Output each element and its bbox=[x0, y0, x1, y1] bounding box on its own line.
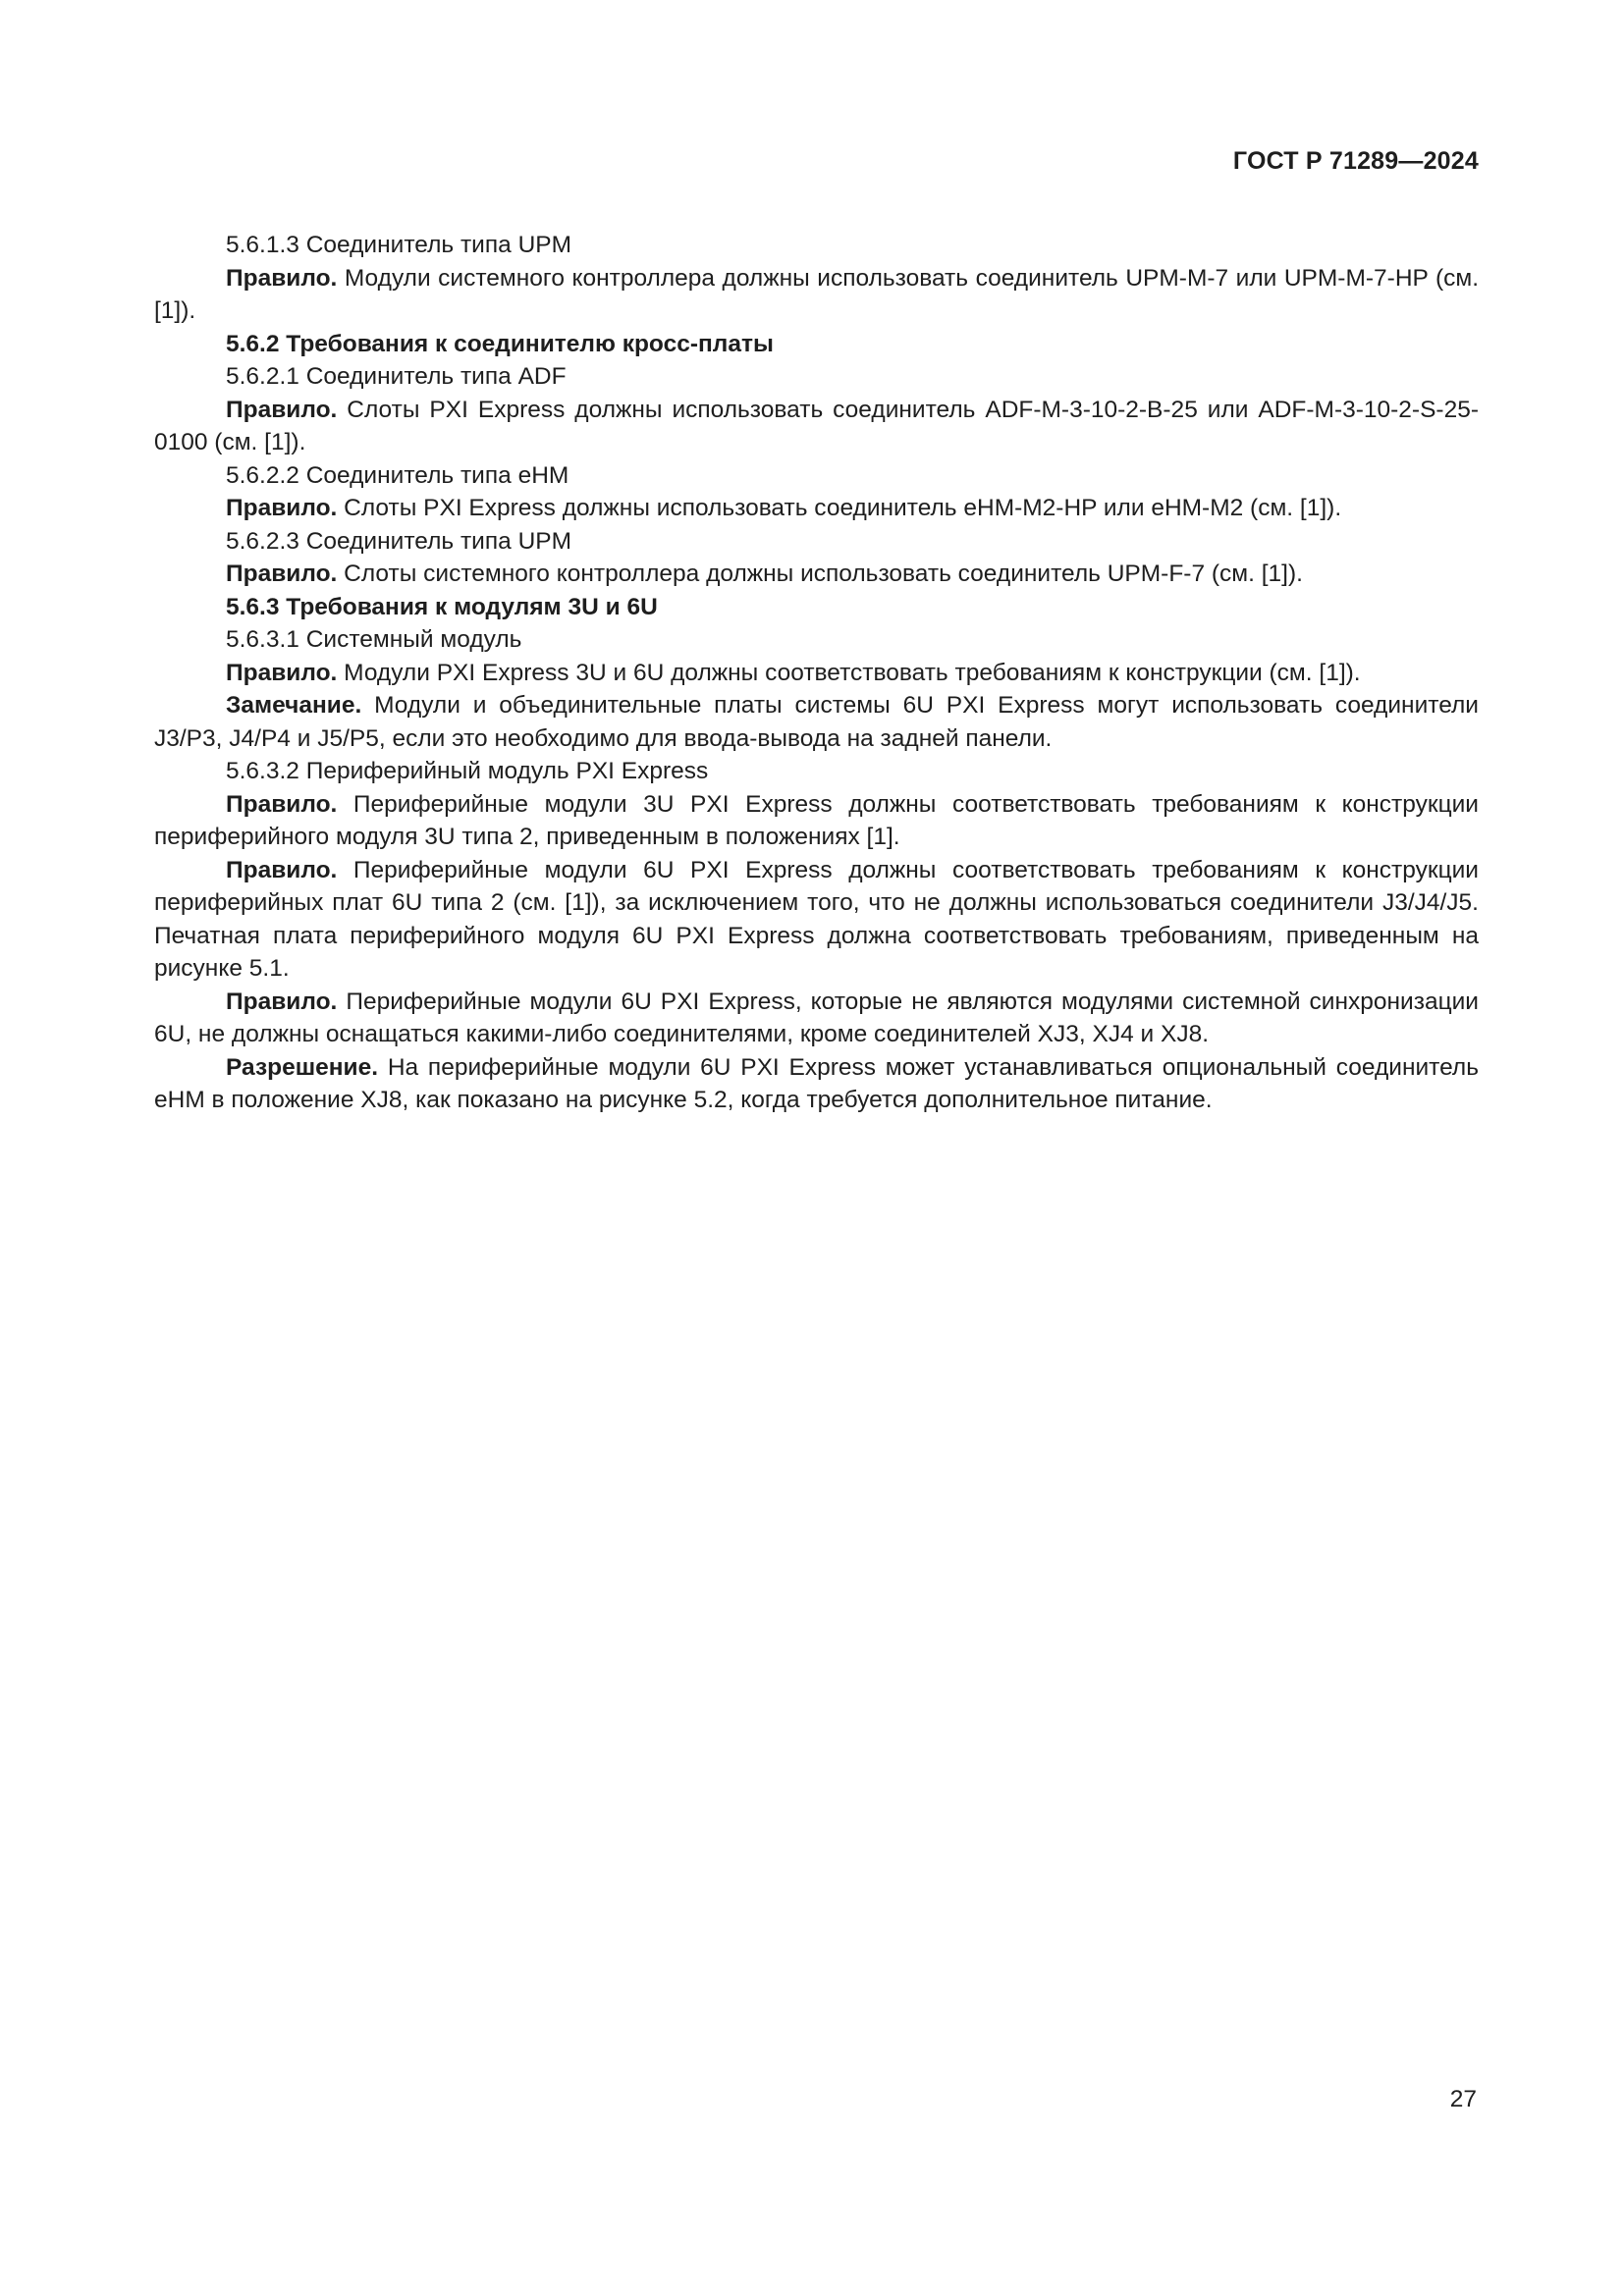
clause-5-6-2-1-title: 5.6.2.1 Соединитель типа ADF bbox=[226, 363, 567, 390]
rule-paragraph bbox=[154, 492, 1479, 525]
paragraph-text: Слоты PXI Express должны использовать соединитель eHM-M2-HP или eHM-M2 (см. [1]). bbox=[337, 495, 1342, 521]
paragraph-label: Правило. bbox=[226, 495, 338, 521]
paragraph-label: Правило. bbox=[226, 659, 338, 686]
rule-paragraph bbox=[154, 394, 1479, 459]
paragraph-label: Правило. bbox=[226, 264, 338, 292]
permission-paragraph bbox=[154, 1051, 1479, 1117]
clause-5-6-3-2-title: 5.6.3.2 Периферийный модуль PXI Express bbox=[226, 758, 709, 784]
paragraph-label: Правило. bbox=[226, 856, 338, 883]
paragraph-text: Периферийные модули 3U PXI Express должны соответствовать требованиям к конструкции периферийного модуля 3U типа 2, приведенным в положениях [1]. bbox=[154, 790, 1479, 850]
paragraph-text: Слоты системного контроллера должны использовать соединитель UPM-F-7 (см. [1]). bbox=[337, 561, 1303, 587]
paragraph-text: Модули и объединительные платы системы 6U PXI Express могут использовать соединители J3/P3, J4/P4 и J5/P5, если это необходимо для ввода-вывода на задней панели. bbox=[154, 692, 1479, 752]
paragraph-label: Разрешение. bbox=[226, 1053, 379, 1081]
paragraph-text: Модули системного контроллера должны использовать соединитель UPM-M-7 или UPM-M-7-HP (см. [1]). bbox=[154, 264, 1479, 324]
paragraph-label: Правило. bbox=[226, 790, 338, 818]
clause-5-6-2-2-title: 5.6.2.2 Соединитель типа eHM bbox=[226, 461, 569, 489]
section-5-6-3-heading: 5.6.3 Требования к модулям 3U и 6U bbox=[226, 593, 658, 620]
clause-5-6-2-3-title: 5.6.2.3 Соединитель типа UPM bbox=[226, 527, 572, 555]
paragraph-text: На периферийные модули 6U PXI Express может устанавливаться опциональный соединитель eHM в положение XJ8, как показано на рисунке 5.2, когда требуется дополнительное питание. bbox=[154, 1053, 1479, 1113]
paragraph-text: Модули PXI Express 3U и 6U должны соответствовать требованиям к конструкции (см. [1]). bbox=[337, 659, 1361, 686]
rule-paragraph bbox=[154, 854, 1479, 986]
paragraph-text: Слоты PXI Express должны использовать соединитель ADF-M-3-10-2-B-25 или ADF-M-3-10-2-S-25-0100 (см. [1]). bbox=[154, 396, 1479, 455]
rule-paragraph bbox=[154, 262, 1479, 328]
document-body bbox=[154, 229, 1479, 1117]
rule-paragraph bbox=[154, 657, 1479, 690]
section-5-6-2-heading: 5.6.2 Требования к соединителю кросс-платы bbox=[226, 330, 774, 357]
rule-paragraph bbox=[154, 558, 1479, 591]
document-designation: ГОСТ Р 71289—2024 bbox=[1232, 147, 1479, 175]
paragraph-text: Периферийные модули 6U PXI Express должны соответствовать требованиям к конструкции периферийных плат 6U типа 2 (см. [1]), за исключением того, что не должны использоваться соединители J3/J4/J5. Печатная плата периферийного модуля 6U PXI Express должна соответствовать требованиям, приведенным на рисунке 5.1. bbox=[154, 856, 1479, 982]
clause-5-6-1-3-title: 5.6.1.3 Соединитель типа UPM bbox=[226, 232, 572, 258]
rule-paragraph bbox=[154, 986, 1479, 1051]
page-number: 27 bbox=[1449, 2086, 1477, 2112]
rule-paragraph bbox=[154, 788, 1479, 854]
paragraph-label: Правило. bbox=[226, 561, 338, 587]
paragraph-label: Замечание. bbox=[226, 692, 362, 719]
paragraph-label: Правило. bbox=[226, 396, 338, 423]
paragraph-label: Правило. bbox=[226, 988, 338, 1015]
clause-5-6-3-1-title: 5.6.3.1 Системный модуль bbox=[226, 626, 522, 653]
paragraph-text: Периферийные модули 6U PXI Express, которые не являются модулями системной синхронизации 6U, не должны оснащаться какими-либо соединителями, кроме соединителей XJ3, XJ4 и XJ8. bbox=[154, 988, 1479, 1047]
note-paragraph bbox=[154, 689, 1479, 755]
